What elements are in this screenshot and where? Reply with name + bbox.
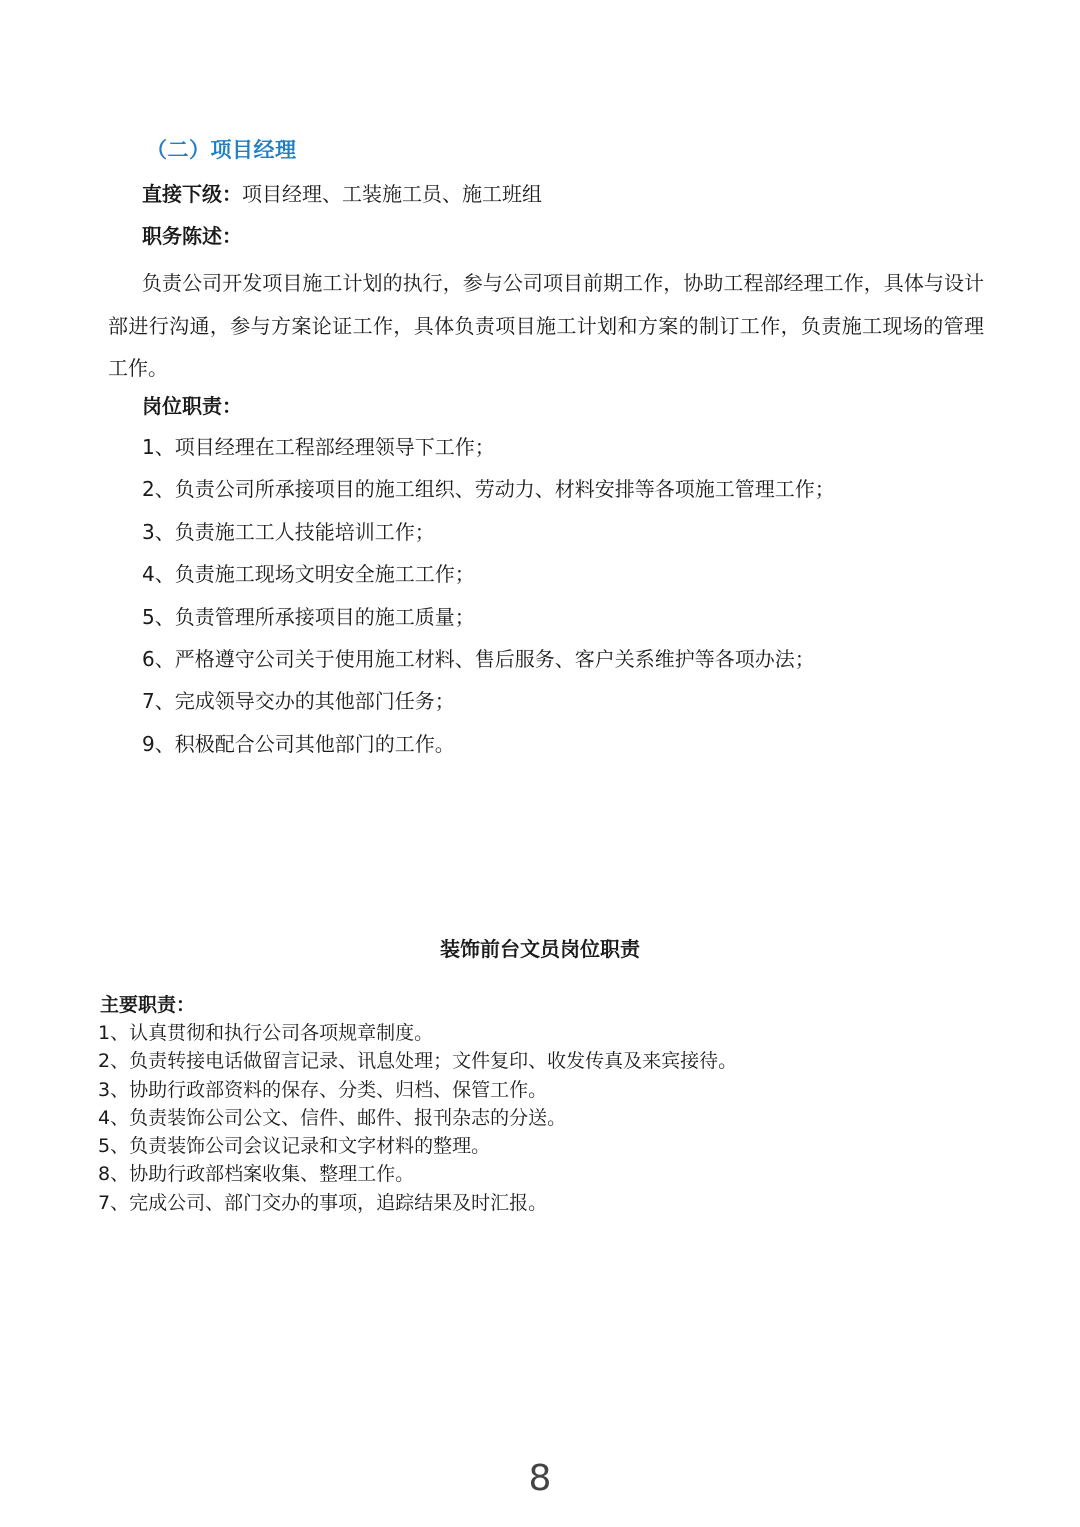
section-heading: （二）项目经理: [146, 138, 297, 162]
duty-item: 1、项目经理在工程部经理领导下工作；: [142, 435, 495, 459]
duties-label: 岗位职责：: [142, 394, 242, 418]
main-duties-list: [98, 1019, 737, 1217]
duty-item: 6、严格遵守公司关于使用施工材料、售后服务、客户关系维护等各项办法；: [142, 646, 815, 671]
duties-list: [142, 426, 835, 765]
duty-item: 9、积极配合公司其他部门的工作。: [142, 731, 455, 756]
main-duty-item: 4、负责装饰公司公文、信件、邮件、报刊杂志的分送。: [98, 1106, 567, 1129]
subordinates-line: [142, 180, 542, 208]
duty-item: 4、负责施工现场文明安全施工工作；: [142, 562, 475, 587]
main-duty-item: 1、认真贯彻和执行公司各项规章制度。: [98, 1022, 434, 1044]
receptionist-title: 装饰前台文员岗位职责: [440, 937, 640, 961]
description-label: 职务陈述：: [142, 224, 242, 248]
duty-item: 3、负责施工工人技能培训工作；: [142, 519, 435, 544]
subordinates-label: 直接下级：: [142, 182, 242, 206]
main-duty-item: 2、负责转接电话做留言记录、讯息处理；文件复印、收发传真及来宾接待。: [98, 1050, 738, 1073]
duty-item: 7、完成领导交办的其他部门任务；: [142, 689, 455, 714]
main-duties-label: 主要职责：: [100, 994, 196, 1016]
main-duty-item: 7、完成公司、部门交办的事项，追踪结果及时汇报。: [98, 1191, 548, 1214]
duty-item: 2、负责公司所承接项目的施工组织、劳动力、材料安排等各项施工管理工作；: [142, 477, 835, 502]
page-number: 8: [528, 1458, 552, 1499]
main-duty-item: 3、协助行政部资料的保存、分类、归档、保管工作。: [98, 1078, 548, 1101]
main-duty-item: 8、协助行政部档案收集、整理工作。: [98, 1163, 415, 1186]
description-paragraph: 负责公司开发项目施工计划的执行，参与公司项目前期工作，协助工程部经理工作，具体与设计部进行沟通，参与方案论证工作，具体负责项目施工计划和方案的制订工作，负责施工现场的管理工作。: [108, 271, 984, 380]
main-duty-item: 5、负责装饰公司会议记录和文字材料的整理。: [98, 1135, 491, 1158]
duty-item: 5、负责管理所承接项目的施工质量；: [142, 604, 475, 629]
subordinates-value: 项目经理、工装施工员、施工班组: [242, 182, 542, 206]
